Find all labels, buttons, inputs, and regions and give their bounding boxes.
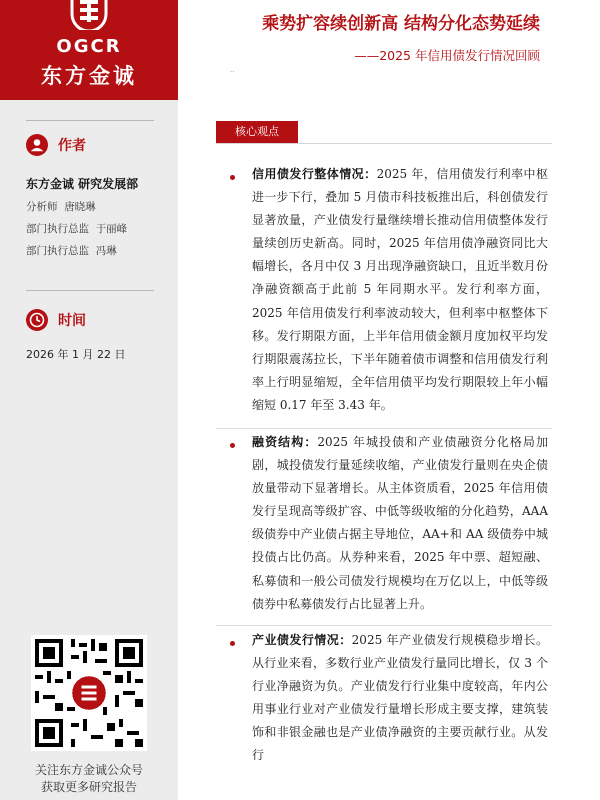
section-financing-structure bbox=[252, 431, 548, 616]
report-title: 乘势扩容续创新高 结构分化态势延续 bbox=[262, 14, 540, 34]
author-role: 部门执行总监 bbox=[26, 223, 89, 235]
author-name: 冯琳 bbox=[95, 245, 117, 257]
author-row bbox=[26, 221, 127, 236]
section-heading: 融资结构： bbox=[252, 435, 318, 449]
time-title: 时间 bbox=[58, 313, 86, 329]
author-org: 东方金诚 研究发展部 bbox=[26, 177, 139, 191]
section-heading: 信用债发行整体情况： bbox=[252, 167, 377, 181]
qr-caption-line1: 关注东方金诚公众号 bbox=[34, 763, 143, 777]
qr-caption-line2: 获取更多研究报告 bbox=[40, 780, 137, 794]
brand-logo bbox=[0, 0, 178, 100]
core-viewpoint-tag: 核心观点 bbox=[216, 121, 298, 143]
section-body: 2025 年城投债和产业债融资分化格局加剧，城投债发行量延续收缩，产业债发行量则在央企债放量带动下显著增长。从主体资质看，2025 年信用债发行呈现高等级扩容、中低等级收缩的分化趋势，AAA 级债券中产业债占据主导地位，AA+和 AA 级债券中城投债占比仍高。从券种来看，2025 年中票、超短融、私募债和一般公司债发行规模均在万亿以上，中低等级债券中私募债发行占比显著上升。 bbox=[252, 435, 548, 611]
header-mark: .. bbox=[230, 66, 235, 74]
brand-emblem-icon bbox=[68, 0, 110, 30]
section-industrial-bonds bbox=[252, 629, 548, 768]
tag-divider bbox=[216, 143, 552, 144]
clock-icon bbox=[26, 309, 48, 331]
divider bbox=[26, 290, 154, 291]
section-overall bbox=[252, 163, 548, 417]
report-date: 2026 年 1 月 22 日 bbox=[26, 348, 126, 361]
bullet-icon bbox=[230, 443, 235, 448]
author-title: 作者 bbox=[58, 138, 86, 154]
author-role: 分析师 bbox=[26, 201, 58, 213]
sidebar bbox=[0, 0, 178, 800]
section-heading: 产业债发行情况： bbox=[252, 633, 352, 647]
report-subtitle: ——2025 年信用债发行情况回顾 bbox=[354, 48, 540, 63]
author-row bbox=[26, 199, 96, 214]
author-name: 唐晓琳 bbox=[64, 201, 96, 213]
qr-code[interactable] bbox=[31, 635, 147, 751]
divider bbox=[216, 428, 552, 429]
brand-name-cn: 东方金诚 bbox=[41, 64, 137, 88]
bullet-icon bbox=[230, 175, 235, 180]
author-heading bbox=[26, 134, 86, 156]
divider bbox=[216, 625, 552, 626]
bullet-icon bbox=[230, 641, 235, 646]
person-icon bbox=[26, 134, 48, 156]
author-role: 部门执行总监 bbox=[26, 245, 89, 257]
section-body: 2025 年，信用债发行利率中枢进一步下行，叠加 5 月债市科技板推出后，科创债发行显著放量，产业债发行量继续增长推动信用债整体发行量续创历史新高。同时，2025 年信用债净融资同比大幅增长，各月中仅 3 月出现净融资缺口，且近半数月份净融资额高于此前 5 年同期水平。发行利率方面，2025 年信用债发行利率波动较大，但利率中枢整体下移。发行期限方面，上半年信用债金额月度加权平均发行期限震荡拉长，下半年随着债市调整和信用债发行利率上行明显缩短，全年信用债平均发行期限较上年小幅缩短 0.17 年至 3.43 年。 bbox=[252, 167, 548, 412]
time-heading bbox=[26, 309, 86, 331]
brand-name-en: OGCR bbox=[56, 36, 122, 57]
author-name: 于丽峰 bbox=[95, 223, 128, 235]
author-row bbox=[26, 243, 117, 258]
qr-code-icon bbox=[31, 635, 147, 751]
section-body: 2025 年产业债发行规模稳步增长。从行业来看，多数行业产业债发行量同比增长，仅 3 个行业净融资为负。产业债发行行业集中度较高，年内公用事业行业对产业债发行量增长形成主要支撑，建筑装饰和非银金融也是产业债净融资的主要贡献行业。从发行 bbox=[252, 633, 548, 763]
divider bbox=[26, 120, 154, 121]
